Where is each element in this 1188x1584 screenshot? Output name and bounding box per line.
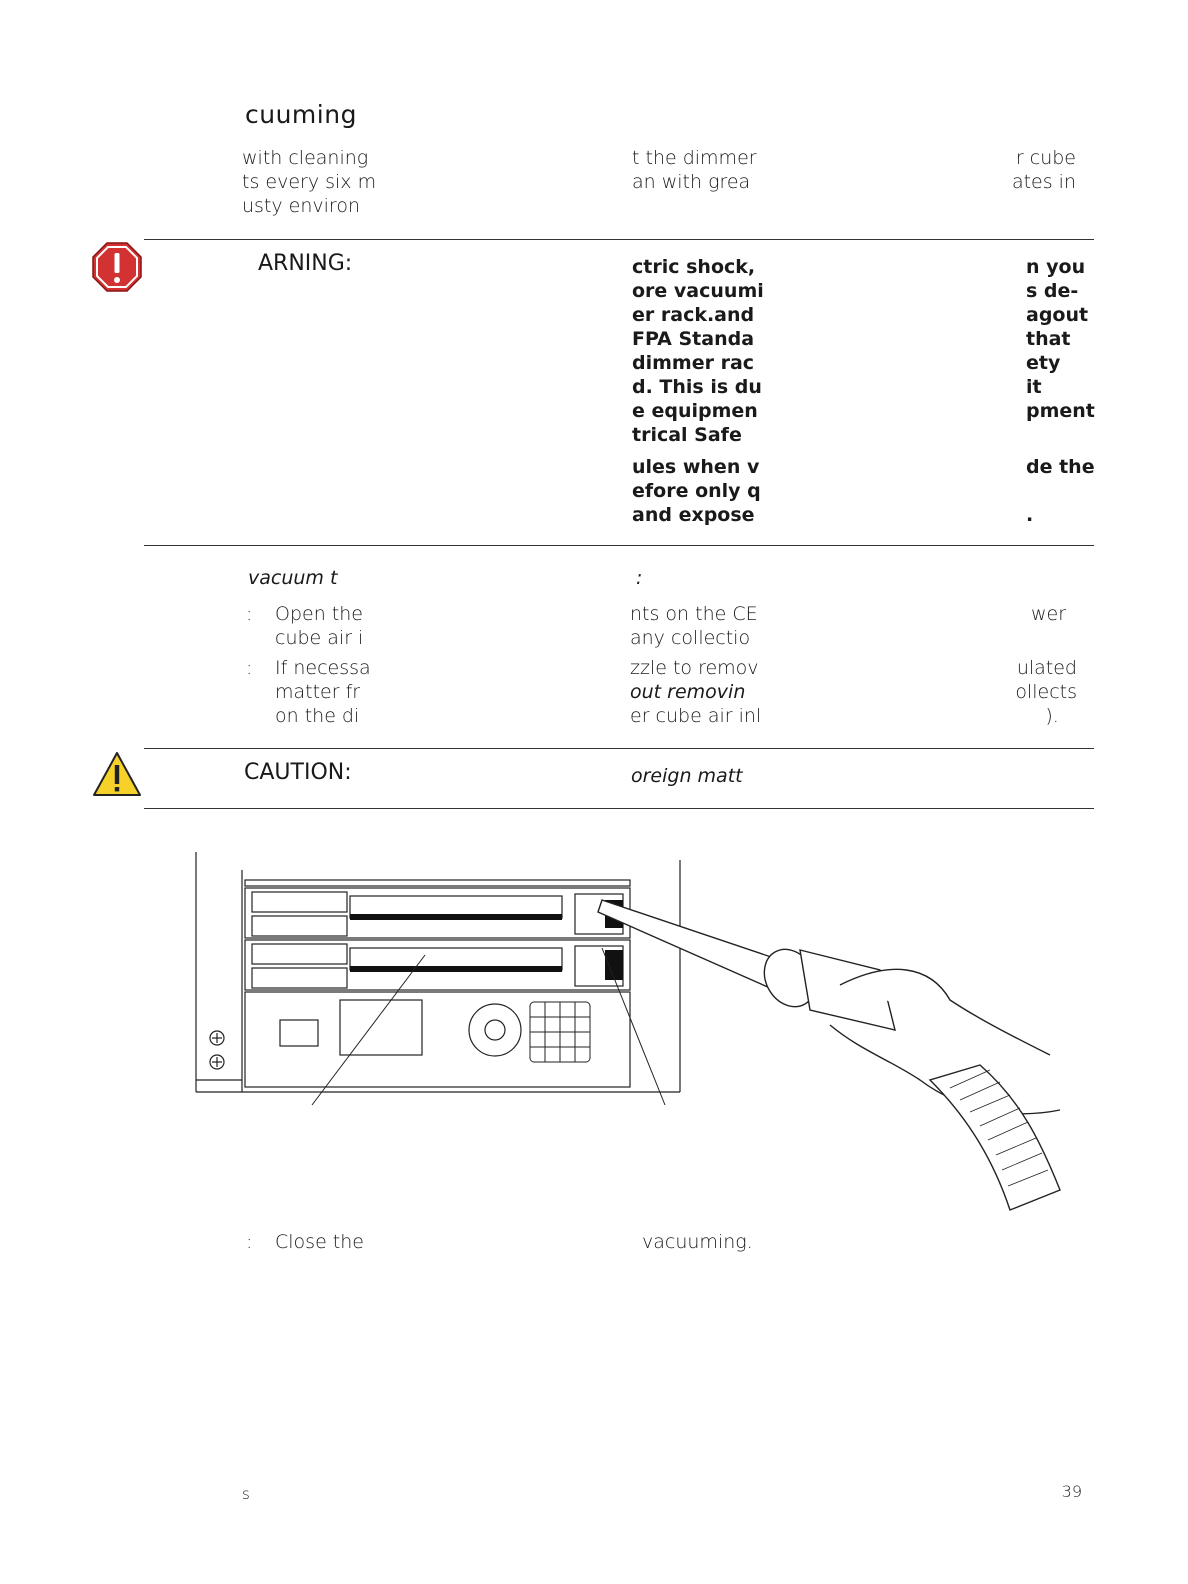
step-1-col-3	[1031, 602, 1066, 626]
text-line: r cube	[1015, 147, 1076, 169]
warning-octagon-icon	[92, 242, 142, 292]
caution-triangle-icon	[92, 751, 142, 797]
text-line: matter fr	[275, 681, 361, 703]
warning-col-3-para-1	[1026, 255, 1095, 423]
text-line: s de-	[1026, 280, 1079, 302]
step-2-marker: :	[246, 657, 253, 679]
text-line: any collectio	[630, 627, 751, 649]
text-line: ules when v	[632, 456, 760, 478]
text-line: dimmer rac	[632, 352, 755, 374]
text-line: d. This is du	[632, 376, 762, 398]
caution-label: CAUTION:	[244, 760, 352, 785]
page-number: 39	[1061, 1482, 1082, 1501]
step-3-marker: :	[246, 1231, 253, 1253]
text-line: and expose	[632, 504, 755, 526]
warning-label: ARNING:	[258, 251, 353, 276]
text-line: If necessa	[275, 657, 371, 679]
text-line: er cube air inl	[630, 705, 762, 727]
text-line: an with grea	[632, 171, 751, 193]
step-3-col-2: vacuuming.	[642, 1231, 753, 1253]
step-2-col-2	[630, 656, 761, 728]
text-line: nts on the CE	[630, 603, 758, 625]
text-line: ety	[1026, 352, 1061, 374]
text-line: out removin	[630, 681, 746, 703]
procedure-heading-colon: :	[636, 567, 643, 589]
warning-col-2-para-2	[632, 455, 761, 527]
text-line: agout	[1026, 304, 1089, 326]
text-line: t the dimmer	[632, 147, 757, 169]
text-line: pment	[1026, 400, 1095, 422]
text-line: zzle to remov	[630, 657, 759, 679]
intro-col-3	[1012, 146, 1076, 194]
text-line: FPA Standa	[632, 328, 755, 350]
step-2-col-1	[275, 656, 371, 728]
vacuuming-illustration	[190, 850, 1090, 1250]
intro-col-2	[632, 146, 757, 194]
text-line: .	[1026, 504, 1034, 526]
step-2-col-3	[1015, 656, 1077, 728]
text-line: trical Safe	[632, 424, 742, 446]
text-line	[1026, 479, 1095, 503]
warning-col-3-para-2	[1026, 455, 1095, 527]
text-line: de the	[1026, 456, 1095, 478]
text-line: n you	[1026, 256, 1086, 278]
caution-text: oreign matt	[631, 765, 743, 787]
text-line: ts every six m	[242, 171, 377, 193]
text-line: ollects	[1015, 681, 1077, 703]
text-line: cube air i	[275, 627, 364, 649]
text-line: ctric shock,	[632, 256, 756, 278]
text-line: er rack.and	[632, 304, 755, 326]
warning-col-2-para-1	[632, 255, 764, 447]
step-1-marker: :	[246, 603, 253, 625]
text-line: efore only q	[632, 480, 761, 502]
footer-left: s	[242, 1485, 250, 1503]
divider	[144, 748, 1094, 749]
text-line: ore vacuumi	[632, 280, 764, 302]
text-line: it	[1026, 376, 1042, 398]
step-1-col-2	[630, 602, 758, 650]
text-line: ulated	[1016, 657, 1077, 679]
section-title: cuuming	[245, 100, 357, 129]
divider	[144, 808, 1094, 809]
intro-col-1	[242, 146, 376, 218]
step-3-col-1: Close the	[275, 1231, 364, 1253]
divider	[144, 545, 1094, 546]
divider	[144, 239, 1094, 240]
text-line: Open the	[275, 603, 363, 625]
text-line: with cleaning	[242, 147, 369, 169]
text-line: ates in	[1011, 171, 1076, 193]
step-1-col-1	[275, 602, 363, 650]
text-line: e equipmen	[632, 400, 758, 422]
text-line: ).	[1045, 705, 1059, 727]
text-line: usty environ	[242, 195, 360, 217]
text-line: on the di	[275, 705, 360, 727]
text-line: wer	[1031, 603, 1067, 625]
procedure-heading: vacuum t	[248, 567, 338, 589]
text-line: that	[1026, 328, 1071, 350]
